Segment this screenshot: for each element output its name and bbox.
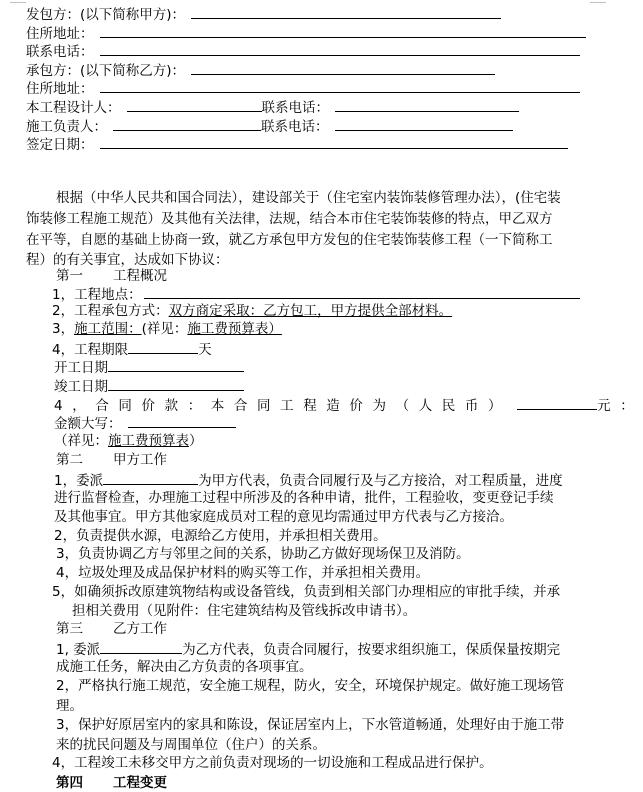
employer-phone-label: 联系电话： xyxy=(26,44,94,60)
site-manager-phone-label: 联系电话： xyxy=(261,119,329,135)
duration-input-line[interactable] xyxy=(128,339,198,354)
site-manager-label: 施工负责人： xyxy=(26,119,107,135)
employer-field xyxy=(26,4,501,22)
employer-rep-field xyxy=(54,470,563,488)
page-corner-mark-left xyxy=(10,2,26,3)
section4-heading xyxy=(56,774,167,792)
section3-heading xyxy=(56,620,167,638)
duration-unit: 天 xyxy=(198,342,212,358)
section1-number: 第一 xyxy=(56,268,83,284)
contract-price-input-line[interactable] xyxy=(517,395,597,410)
designer-input-line[interactable] xyxy=(127,97,262,112)
employer-address-input-line[interactable] xyxy=(100,23,586,38)
budget-reference-link[interactable]: 施工费预算表 xyxy=(108,433,189,449)
employer-address-label: 住所地址： xyxy=(26,26,94,42)
section4-title: 工程变更 xyxy=(113,775,167,791)
section1-title: 工程概况 xyxy=(113,268,167,284)
section2-text-line: 及其他事宜。甲方其他家庭成员对工程的意见均需通过甲方代表与乙方接洽。 xyxy=(54,509,513,525)
budget-reference-close: ） xyxy=(189,433,203,449)
employer-rep-text: 为甲方代表，负责合同履行及与乙方接洽，对工程质量，进度 xyxy=(198,473,563,489)
scope-budget-link[interactable]: 施工费预算表） xyxy=(187,321,282,337)
contractor-address-label: 住所地址： xyxy=(26,81,94,97)
section3-text-line: 来的扰民问题及与周围单位（住户）的关系。 xyxy=(56,737,326,753)
preamble-line: 饰装修工程施工规范）及其他有关法律，法规，结合本市住宅装饰装修的特点，甲乙双方 xyxy=(26,211,553,227)
contract-price-field xyxy=(54,395,643,413)
employer-rep-prefix: 1，委派 xyxy=(54,473,104,489)
end-date-field xyxy=(54,376,244,394)
page-corner-mark-right xyxy=(590,2,606,3)
budget-reference-open: （祥见： xyxy=(54,433,108,449)
contractor-rep-field xyxy=(56,639,560,657)
contractor-address-input-line[interactable] xyxy=(100,78,580,93)
section2-item-continued: 担相关费用（见附件：住宅建筑结构及管线拆改申请书）。 xyxy=(72,603,417,619)
section1-heading xyxy=(56,267,167,285)
end-date-input-line[interactable] xyxy=(108,376,244,391)
contractor-label: 承包方：(以下简称乙方)： xyxy=(26,63,186,79)
employer-address-field xyxy=(26,23,586,41)
contract-price-label: 4，合同价款：本合同工程造价为（人民币） xyxy=(54,398,512,414)
section2-item: 5，如确须拆改原建筑物结构或设备管线，负责到相关部门办理相应的审批手续，并承 xyxy=(52,584,561,600)
contractor-address-field xyxy=(26,78,580,96)
section3-text-line: 成施工任务，解决由乙方负责的各项事宜。 xyxy=(56,659,313,675)
section4-number: 第四 xyxy=(56,775,83,791)
amount-words-label: 金额大写： xyxy=(54,416,122,432)
section2-text-line: 进行监督检查，办理施工过程中所涉及的各种申请，批件，工程验收，变更登记手续 xyxy=(54,490,554,506)
contract-mode-label: 2，工程承包方式： xyxy=(52,303,169,319)
section2-heading xyxy=(56,451,167,469)
contract-price-unit: 元： xyxy=(597,398,643,414)
site-location-field xyxy=(52,284,580,302)
contractor-rep-input-line[interactable] xyxy=(100,639,182,654)
site-location-label: 1，工程地点： xyxy=(52,287,142,303)
contractor-field xyxy=(26,60,495,78)
designer-phone-input-line[interactable] xyxy=(335,97,519,112)
end-date-label: 竣工日期 xyxy=(54,379,108,395)
budget-reference xyxy=(54,432,203,450)
section3-text-line: 理。 xyxy=(56,698,83,714)
preamble-line: 根据（中华人民共和国合同法），建设部关于（住宅室内装饰装修管理办法），(住宅装 xyxy=(56,190,561,206)
amount-words-field xyxy=(54,413,236,431)
employer-label: 发包方：(以下简称甲方)： xyxy=(26,7,186,23)
duration-field xyxy=(52,339,212,357)
site-location-input-line[interactable] xyxy=(144,284,580,299)
start-date-input-line[interactable] xyxy=(108,357,244,372)
start-date-field xyxy=(54,357,244,375)
site-manager-input-line[interactable] xyxy=(113,116,261,131)
employer-input-line[interactable] xyxy=(191,4,501,19)
section2-item: 2，负责提供水源，电源给乙方使用，并承担相关费用。 xyxy=(54,528,387,544)
site-manager-field xyxy=(26,116,513,134)
preamble-line: 程）的有关事宜，达成如下协议： xyxy=(26,252,229,268)
employer-rep-input-line[interactable] xyxy=(103,470,198,485)
sign-date-label: 签定日期： xyxy=(26,137,94,153)
contract-mode-value: 双方商定采取：乙方包工，甲方提供全部材料。 xyxy=(168,303,453,319)
site-manager-phone-input-line[interactable] xyxy=(335,116,513,131)
sign-date-field xyxy=(26,134,568,152)
start-date-label: 开工日期 xyxy=(54,360,108,376)
scope-prefix: 3， xyxy=(52,321,75,337)
sign-date-input-line[interactable] xyxy=(100,134,568,149)
scope-field xyxy=(52,320,282,338)
section3-item: 3，保护好原居室内的家具和陈设，保证居室内上，下水管道畅通，处理好由于施工带 xyxy=(56,717,565,733)
contractor-rep-text: 为乙方代表，负责合同履行，按要求组织施工，保质保量按期完 xyxy=(182,642,561,658)
contractor-rep-prefix: 1, 委派 xyxy=(56,642,101,658)
section3-item: 4，工程竣工未移交甲方之前负责对现场的一切设施和工程成品进行保护。 xyxy=(52,755,493,771)
section3-title: 乙方工作 xyxy=(113,621,167,637)
contractor-input-line[interactable] xyxy=(191,60,495,75)
contract-mode-field xyxy=(52,302,452,320)
employer-phone-input-line[interactable] xyxy=(100,41,580,56)
section2-item: 4，垃圾处理及成品保护材料的购买等工作，并承担相关费用。 xyxy=(56,565,430,581)
duration-label: 4，工程期限 xyxy=(52,342,129,358)
section2-item: 3，负责协调乙方与邻里之间的关系，协助乙方做好现场保卫及消防。 xyxy=(56,546,470,562)
section3-number: 第三 xyxy=(56,621,83,637)
preamble-line: 在平等，自愿的基础上协商一致，就乙方承包甲方发包的住宅装饰装修工程（一下简称工 xyxy=(26,232,553,248)
designer-field xyxy=(26,97,519,115)
section2-number: 第二 xyxy=(56,452,83,468)
designer-phone-label: 联系电话： xyxy=(261,100,329,116)
scope-label: 施工范围： xyxy=(74,321,142,337)
designer-label: 本工程设计人： xyxy=(26,100,121,116)
amount-words-input-line[interactable] xyxy=(128,413,236,428)
section3-item: 2，严格执行施工规范，安全施工规程，防火，安全，环境保护规定。做好施工现场管 xyxy=(56,678,565,694)
employer-phone-field xyxy=(26,41,580,59)
section2-title: 甲方工作 xyxy=(113,452,167,468)
scope-paren: (祥见： xyxy=(141,321,188,337)
